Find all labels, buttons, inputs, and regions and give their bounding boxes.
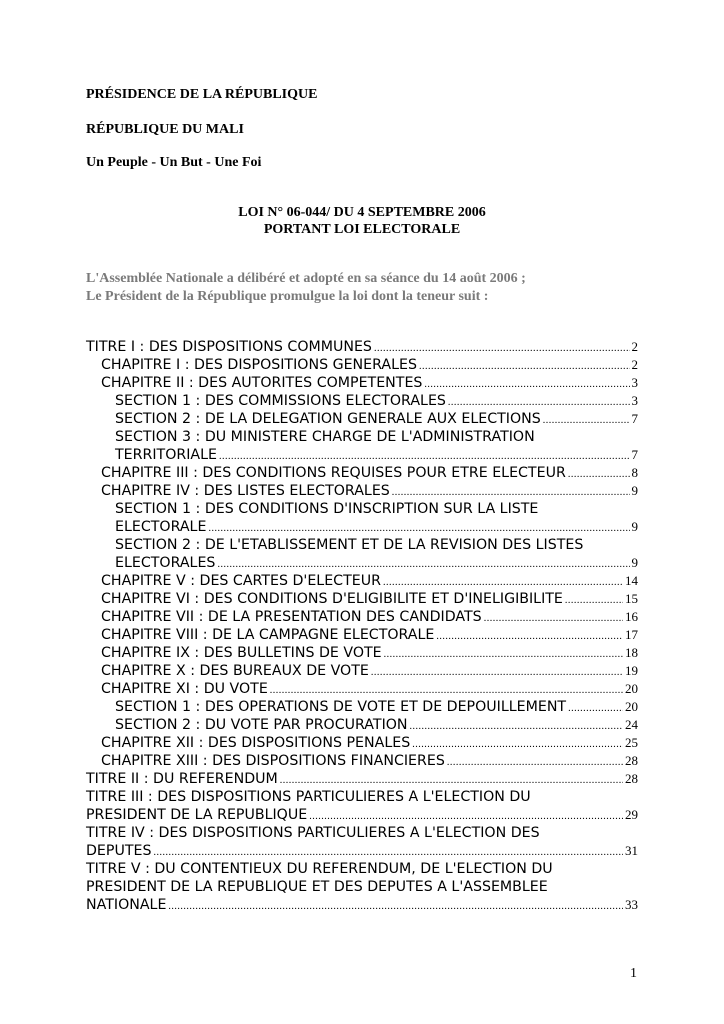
toc-entry-title: CHAPITRE VIII : DE LA CAMPAGNE ELECTORALE — [101, 627, 435, 643]
toc-entry[interactable] — [86, 734, 638, 752]
republique-heading: RÉPUBLIQUE DU MALI — [86, 122, 244, 137]
toc-entry[interactable] — [86, 824, 638, 860]
toc-page-number: 2 — [631, 339, 638, 354]
toc-page-number: 20 — [625, 681, 638, 696]
page-number: 1 — [630, 966, 637, 981]
preamble-promulgation: Le Président de la République promulgue la loi dont la teneur suit : — [86, 289, 489, 304]
toc-entry[interactable] — [86, 410, 638, 428]
toc-page-number: 9 — [631, 555, 638, 570]
toc-entry-title: ELECTORALES — [115, 555, 216, 571]
toc-entry-title-line: TITRE III : DES DISPOSITIONS PARTICULIERES A L'ELECTION DU — [86, 789, 531, 805]
law-title: PORTANT LOI ELECTORALE — [263, 222, 461, 237]
table-of-contents — [86, 338, 638, 914]
toc-entry-title-line: TITRE V : DU CONTENTIEUX DU REFERENDUM, DE L'ELECTION DU — [86, 861, 553, 877]
toc-entry-title-line: TITRE IV : DES DISPOSITIONS PARTICULIERES A L'ELECTION DES — [86, 825, 540, 841]
toc-entry-title: SECTION 2 : DE LA DELEGATION GENERALE AUX ELECTIONS — [115, 411, 541, 427]
toc-entry[interactable] — [86, 644, 638, 662]
toc-entry-title: SECTION 1 : DES OPERATIONS DE VOTE ET DE DEPOUILLEMENT — [115, 699, 567, 715]
toc-entry-title: CHAPITRE XII : DES DISPOSITIONS PENALES — [101, 735, 411, 751]
toc-page-number: 9 — [631, 519, 638, 534]
toc-page-number: 25 — [625, 735, 638, 750]
presidence-heading: PRÉSIDENCE DE LA RÉPUBLIQUE — [86, 87, 318, 102]
toc-page-number: 17 — [625, 627, 638, 642]
toc-entry[interactable] — [86, 500, 638, 536]
toc-entry-title: CHAPITRE X : DES BUREAUX DE VOTE — [101, 663, 369, 679]
toc-page-number: 8 — [631, 465, 638, 480]
toc-entry[interactable] — [86, 464, 638, 482]
toc-entry-title: PRESIDENT DE LA REPUBLIQUE — [86, 807, 308, 823]
toc-entry-title: CHAPITRE VII : DE LA PRESENTATION DES CANDIDATS — [101, 609, 482, 625]
toc-entry[interactable] — [86, 572, 638, 590]
toc-page-number: 31 — [625, 843, 638, 858]
toc-entry[interactable] — [86, 590, 638, 608]
toc-page-number: 3 — [631, 393, 638, 408]
toc-entry-title: CHAPITRE III : DES CONDITIONS REQUISES POUR ETRE ELECTEUR — [101, 465, 566, 481]
toc-page-number: 14 — [625, 573, 638, 588]
toc-entry[interactable] — [86, 428, 638, 464]
toc-entry[interactable] — [86, 338, 638, 356]
toc-entry[interactable] — [86, 608, 638, 626]
toc-page-number: 9 — [631, 483, 638, 498]
toc-entry[interactable] — [86, 752, 638, 770]
toc-entry-title: NATIONALE — [86, 897, 167, 913]
toc-page-number: 24 — [625, 717, 638, 732]
toc-entry-title: CHAPITRE I : DES DISPOSITIONS GENERALES — [101, 357, 417, 373]
toc-entry[interactable] — [86, 626, 638, 644]
toc-entry-title: TITRE II : DU REFERENDUM — [86, 771, 278, 787]
toc-entry-title: CHAPITRE XI : DU VOTE — [101, 681, 268, 697]
toc-page-number: 18 — [625, 645, 638, 660]
toc-dot-leader — [168, 898, 623, 916]
toc-entry-title: CHAPITRE IX : DES BULLETINS DE VOTE — [101, 645, 382, 661]
toc-page-number: 20 — [625, 699, 638, 714]
toc-entry[interactable] — [86, 392, 638, 410]
toc-entry-title: TERRITORIALE — [115, 447, 217, 463]
toc-entry-title: TITRE I : DES DISPOSITIONS COMMUNES — [86, 339, 372, 355]
toc-entry[interactable] — [86, 536, 638, 572]
toc-entry[interactable] — [86, 356, 638, 374]
toc-entry-title: CHAPITRE IV : DES LISTES ELECTORALES — [101, 483, 390, 499]
toc-entry[interactable] — [86, 662, 638, 680]
toc-entry[interactable] — [86, 770, 638, 788]
toc-page-number: 15 — [625, 591, 638, 606]
toc-entry-title-line: SECTION 1 : DES CONDITIONS D'INSCRIPTION SUR LA LISTE — [115, 501, 539, 517]
toc-entry-title-line: SECTION 2 : DE L'ETABLISSEMENT ET DE LA REVISION DES LISTES — [115, 537, 584, 553]
toc-entry[interactable] — [86, 374, 638, 392]
toc-entry-title: ELECTORALE — [115, 519, 207, 535]
toc-page-number: 16 — [625, 609, 638, 624]
toc-entry-title: CHAPITRE VI : DES CONDITIONS D'ELIGIBILITE ET D'INELIGIBILITE — [101, 591, 563, 607]
toc-page-number: 3 — [631, 375, 638, 390]
toc-page-number: 28 — [625, 753, 638, 768]
toc-entry-title-line: SECTION 3 : DU MINISTERE CHARGE DE L'ADMINISTRATION — [115, 429, 535, 445]
preamble-adoption: L'Assemblée Nationale a délibéré et adopté en sa séance du 14 août 2006 ; — [86, 271, 526, 286]
toc-page-number: 7 — [631, 447, 638, 462]
toc-page-number: 33 — [625, 897, 638, 912]
toc-entry-title: SECTION 1 : DES COMMISSIONS ELECTORALES — [115, 393, 446, 409]
national-motto: Un Peuple - Un But - Une Foi — [86, 155, 262, 170]
toc-page-number: 7 — [631, 411, 638, 426]
toc-entry-title-line: PRESIDENT DE LA REPUBLIQUE ET DES DEPUTES A L'ASSEMBLEE — [86, 879, 548, 895]
toc-entry-title: CHAPITRE V : DES CARTES D'ELECTEUR — [101, 573, 381, 589]
toc-page-number: 2 — [631, 357, 638, 372]
toc-page-number: 29 — [625, 807, 638, 822]
toc-entry[interactable] — [86, 680, 638, 698]
toc-page-number: 28 — [625, 771, 638, 786]
toc-entry[interactable] — [86, 788, 638, 824]
toc-entry[interactable] — [86, 698, 638, 716]
law-number: LOI N° 06-044/ DU 4 SEPTEMBRE 2006 — [238, 205, 486, 220]
toc-entry-title: DEPUTES — [86, 843, 152, 859]
toc-entry[interactable] — [86, 860, 638, 914]
toc-page-number: 19 — [625, 663, 638, 678]
toc-entry-title: CHAPITRE II : DES AUTORITES COMPETENTES — [101, 375, 423, 391]
toc-entry[interactable] — [86, 482, 638, 500]
toc-entry[interactable] — [86, 716, 638, 734]
toc-entry-title: CHAPITRE XIII : DES DISPOSITIONS FINANCIERES — [101, 753, 445, 769]
toc-entry-title: SECTION 2 : DU VOTE PAR PROCURATION — [115, 717, 408, 733]
